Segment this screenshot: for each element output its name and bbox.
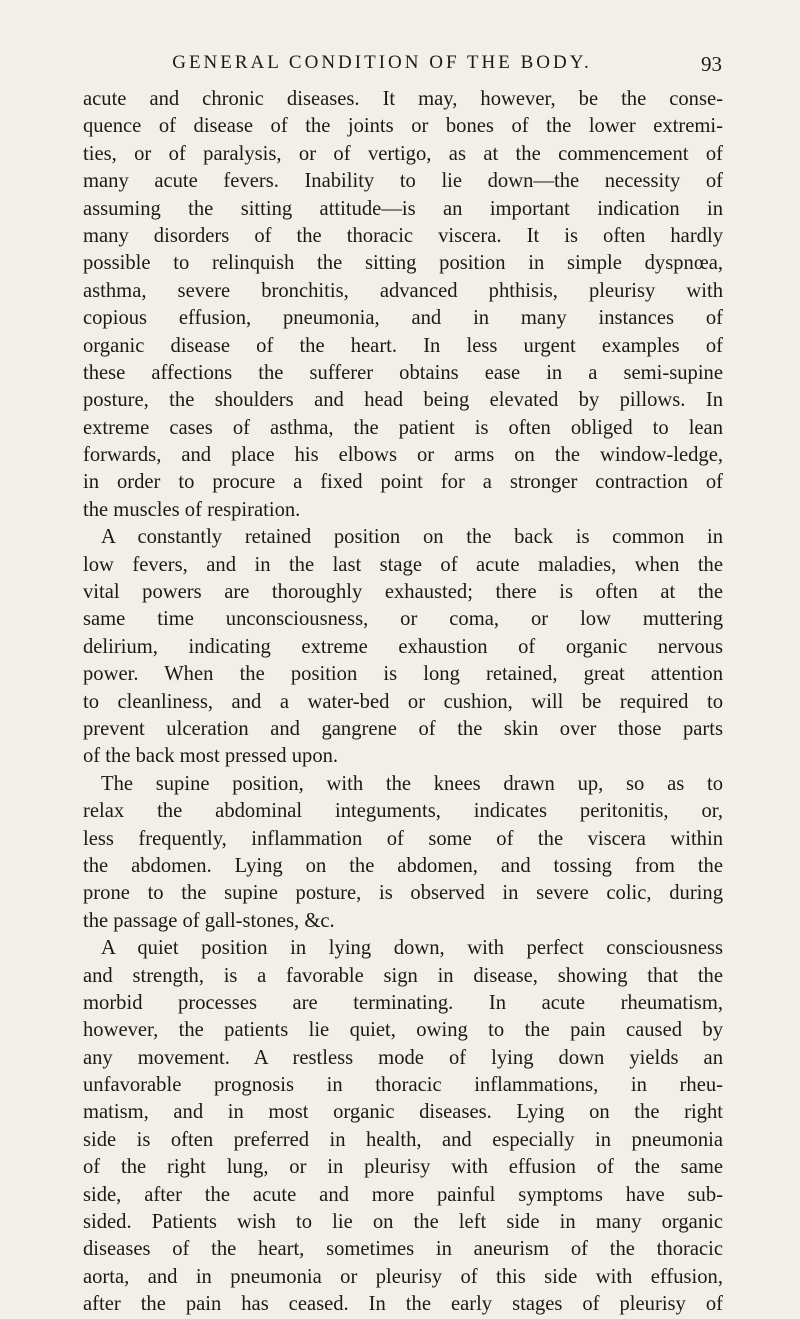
page-number: 93 bbox=[701, 52, 722, 76]
text-line: of the right lung, or in pleurisy with effusion of the same bbox=[83, 1156, 723, 1179]
text-line: relax the abdominal integuments, indicates peritonitis, or, bbox=[83, 800, 723, 823]
text-line: power. When the position is long retained, great attention bbox=[83, 663, 723, 686]
text-line: possible to relinquish the sitting position in simple dyspnœa, bbox=[83, 252, 723, 275]
text-line: however, the patients lie quiet, owing to the pain caused by bbox=[83, 1019, 723, 1042]
text-line: to cleanliness, and a water-bed or cushion, will be required to bbox=[83, 690, 723, 713]
text-line: prevent ulceration and gangrene of the skin over those parts bbox=[83, 717, 723, 740]
text-line: copious effusion, pneumonia, and in many instances of bbox=[83, 307, 723, 330]
text-line: these affections the sufferer obtains ease in a semi-supine bbox=[83, 361, 723, 384]
text-line: the abdomen. Lying on the abdomen, and tossing from the bbox=[83, 854, 723, 877]
text-line: delirium, indicating extreme exhaustion of organic nervous bbox=[83, 635, 723, 658]
text-line: forwards, and place his elbows or arms on the window-ledge, bbox=[83, 444, 723, 467]
text-line: A constantly retained position on the back is common in bbox=[101, 526, 723, 549]
text-line: aorta, and in pneumonia or pleurisy of this side with effusion, bbox=[83, 1265, 723, 1288]
text-line: many acute fevers. Inability to lie down—the necessity of bbox=[83, 170, 723, 193]
text-line: ties, or of paralysis, or of vertigo, as at the commencement of bbox=[83, 142, 723, 165]
text-line: less frequently, inflammation of some of the viscera within bbox=[83, 827, 723, 850]
text-line: diseases of the heart, sometimes in aneurism of the thoracic bbox=[83, 1238, 723, 1261]
text-line: and strength, is a favorable sign in disease, showing that the bbox=[83, 964, 723, 987]
text-line: posture, the shoulders and head being elevated by pillows. In bbox=[83, 389, 723, 412]
text-line: same time unconsciousness, or coma, or low muttering bbox=[83, 608, 723, 631]
text-line: sided. Patients wish to lie on the left side in many organic bbox=[83, 1211, 723, 1234]
text-line: matism, and in most organic diseases. Lying on the right bbox=[83, 1101, 723, 1124]
text-line: asthma, severe bronchitis, advanced phthisis, pleurisy with bbox=[83, 279, 723, 302]
text-line: any movement. A restless mode of lying down yields an bbox=[83, 1046, 723, 1069]
text-line: in order to procure a fixed point for a stronger contraction of bbox=[83, 471, 723, 494]
body-text bbox=[83, 86, 723, 1319]
text-line: the passage of gall-stones, &c. bbox=[83, 909, 335, 932]
text-line: vital powers are thoroughly exhausted; there is often at the bbox=[83, 581, 723, 604]
text-line: prone to the supine posture, is observed in severe colic, during bbox=[83, 882, 723, 905]
text-line: unfavorable prognosis in thoracic inflammations, in rheu- bbox=[83, 1074, 723, 1097]
text-line: organic disease of the heart. In less urgent examples of bbox=[83, 334, 723, 357]
text-line: of the back most pressed upon. bbox=[83, 745, 339, 768]
text-line: after the pain has ceased. In the early stages of pleurisy of bbox=[83, 1293, 723, 1316]
text-line: the muscles of respiration. bbox=[83, 498, 301, 521]
text-line: The supine position, with the knees drawn up, so as to bbox=[101, 772, 723, 795]
text-line: morbid processes are terminating. In acute rheumatism, bbox=[83, 991, 723, 1014]
text-line: assuming the sitting attitude—is an important indication in bbox=[83, 197, 723, 220]
text-line: A quiet position in lying down, with perfect consciousness bbox=[101, 937, 723, 960]
text-line: many disorders of the thoracic viscera. It is often hardly bbox=[83, 224, 723, 247]
running-title: GENERAL CONDITION OF THE BODY. bbox=[172, 52, 592, 73]
text-line: low fevers, and in the last stage of acute maladies, when the bbox=[83, 553, 723, 576]
text-line: extreme cases of asthma, the patient is often obliged to lean bbox=[83, 416, 723, 439]
running-head bbox=[82, 52, 722, 82]
text-line: side is often preferred in health, and especially in pneumonia bbox=[83, 1128, 723, 1151]
text-line: side, after the acute and more painful symptoms have sub- bbox=[83, 1183, 723, 1206]
text-line: quence of disease of the joints or bones of the lower extremi- bbox=[83, 115, 723, 138]
text-line: acute and chronic diseases. It may, however, be the conse- bbox=[83, 88, 723, 110]
